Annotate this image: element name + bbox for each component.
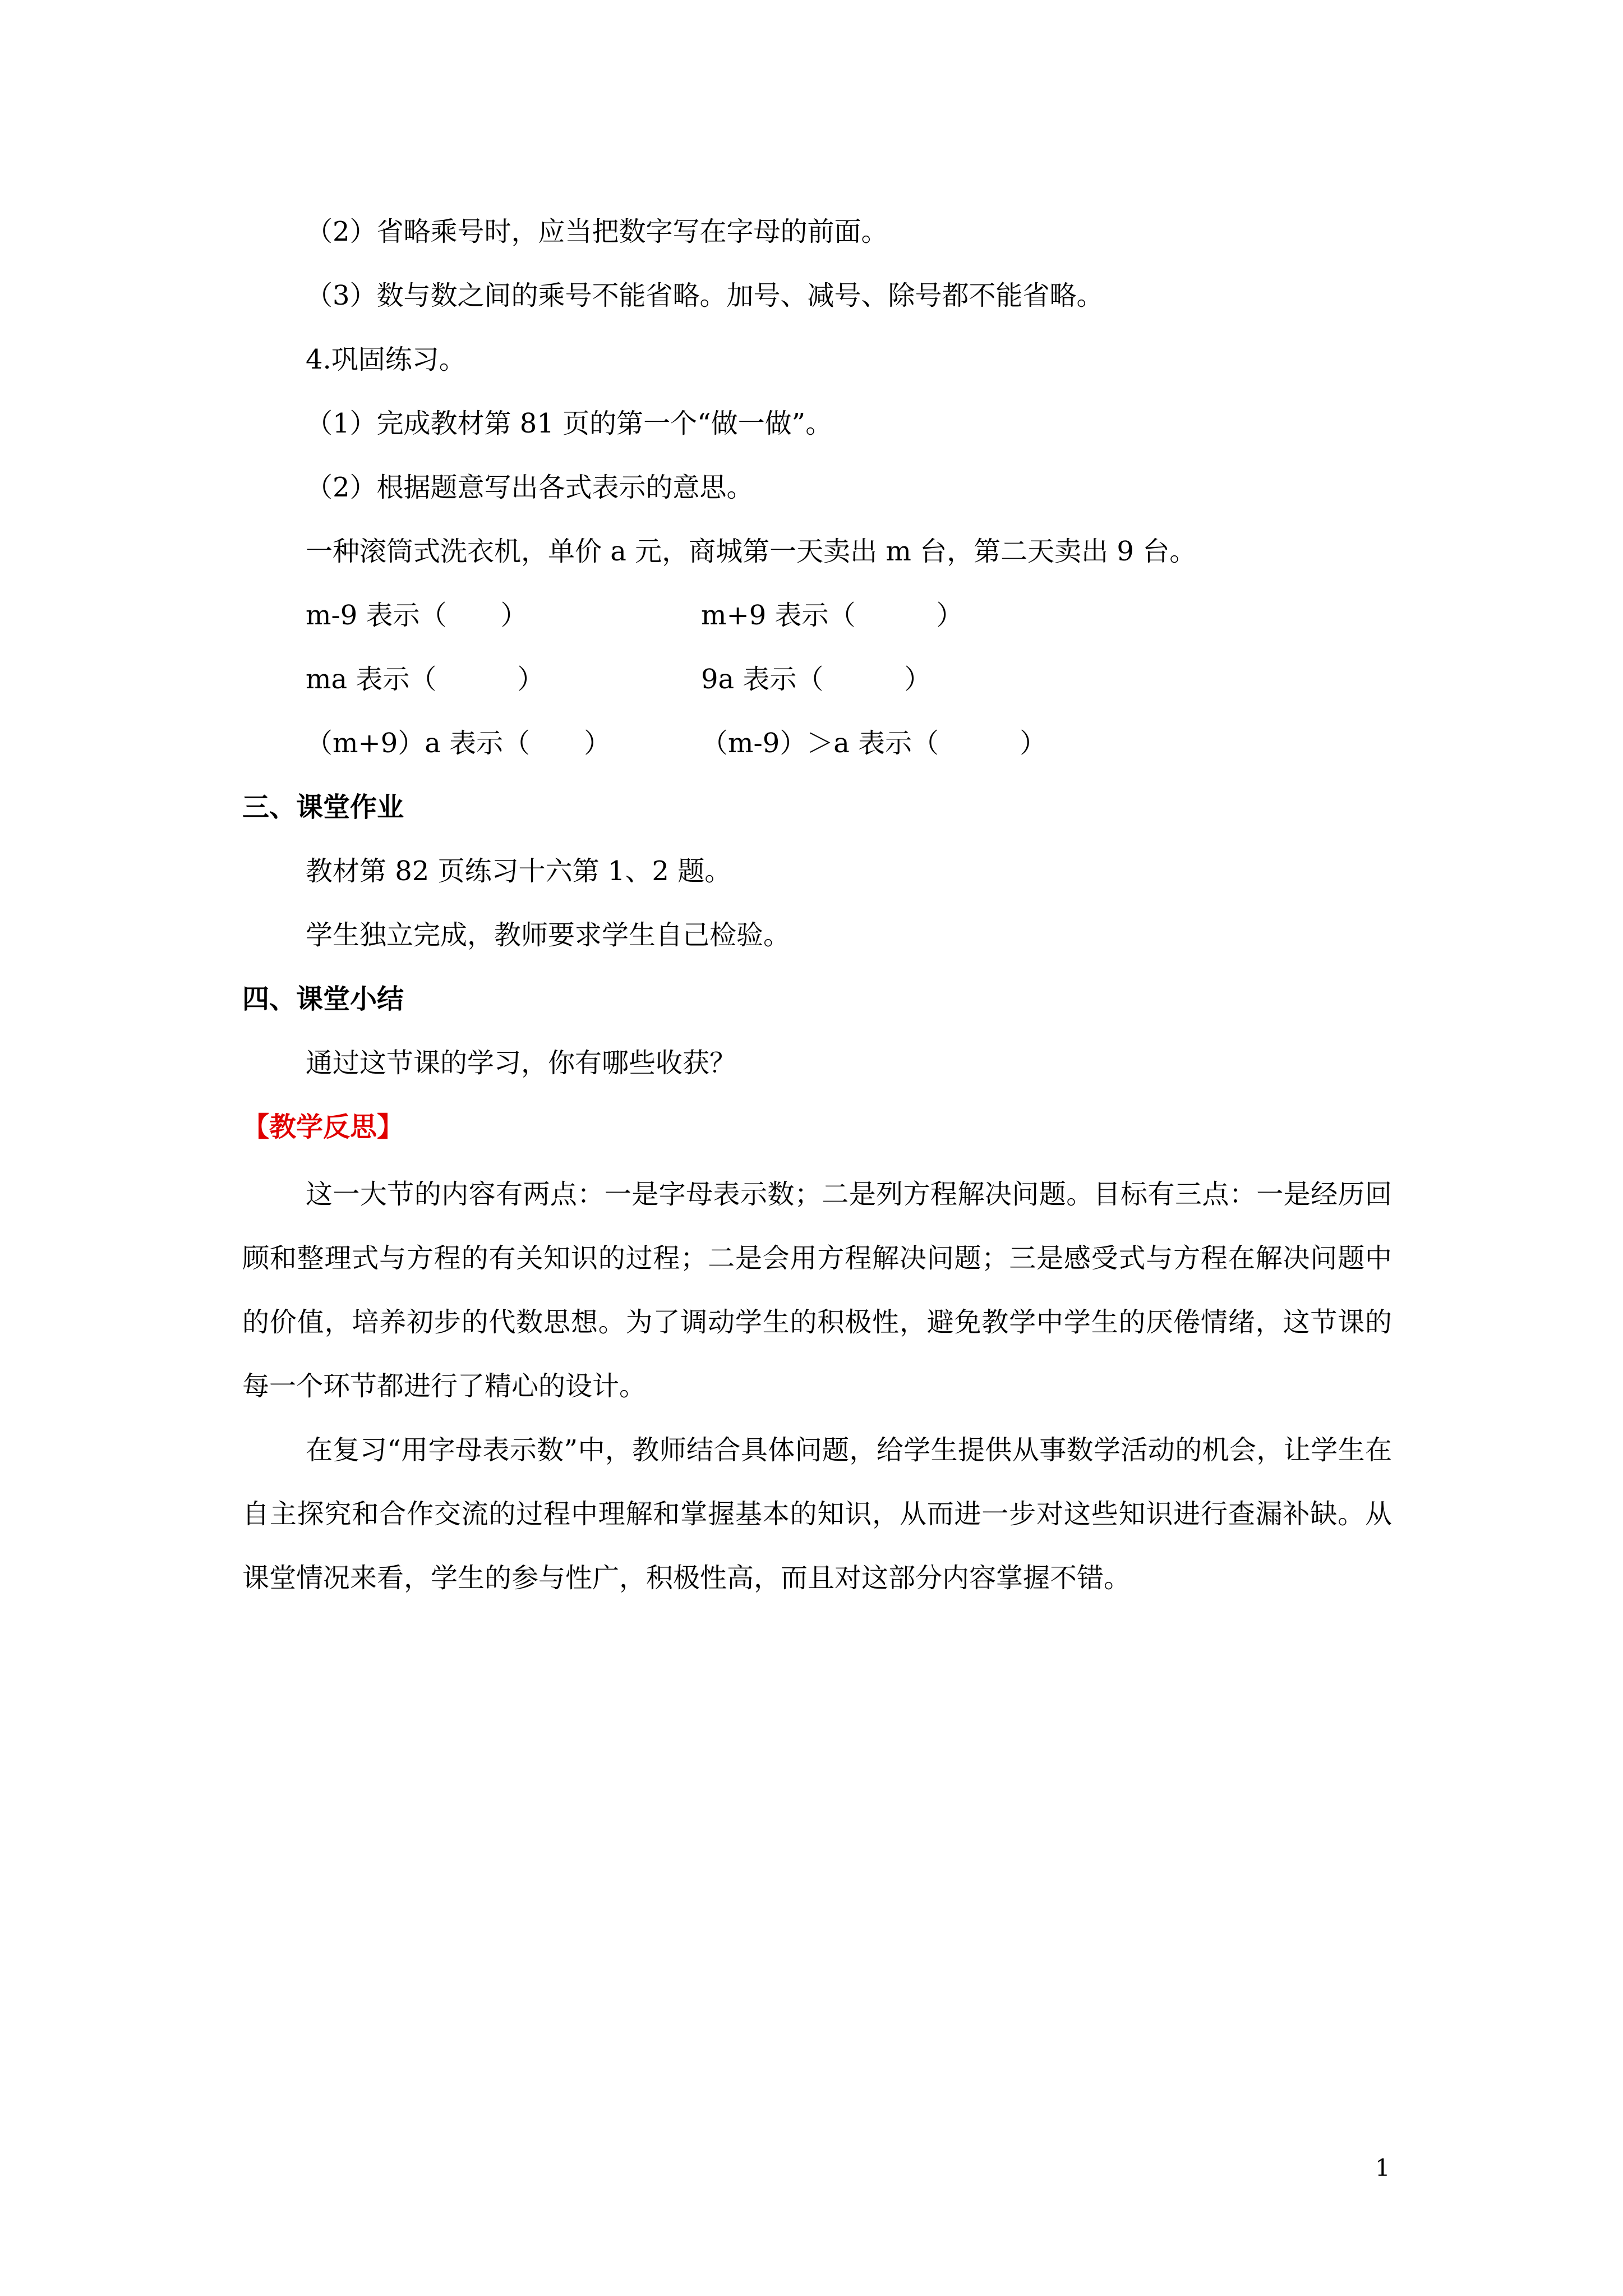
expression-m-minus-9-gt-a: （m-9）＞a 表示（ ） (701, 728, 1047, 759)
practice-item-2: （2）根据题意写出各式表示的意思。 (306, 472, 754, 503)
expression-9a: 9a 表示（ ） (701, 664, 932, 695)
problem-statement: 一种滚筒式洗衣机，单价 a 元，商城第一天卖出 m 台，第二天卖出 9 台。 (306, 536, 1197, 567)
rule-line-3: （3）数与数之间的乘号不能省略。加号、减号、除号都不能省略。 (306, 280, 1104, 311)
page-number: 1 (1375, 2154, 1390, 2182)
expression-m-minus-9: m-9 表示（ ） (306, 600, 528, 631)
rule-line-2: （2）省略乘号时，应当把数字写在字母的前面。 (306, 216, 888, 247)
homework-line-2: 学生独立完成，教师要求学生自己检验。 (306, 919, 791, 951)
reflection-paragraph-2: 在复习“用字母表示数”中，教师结合具体问题，给学生提供从事数学活动的机会，让学生在自主探究和合作交流的过程中理解和掌握基本的知识，从而进一步对这些知识进行查漏补缺。从课堂情况来看，学生的参与性广，积极性高，而且对这部分内容掌握不错。 (242, 1434, 1392, 1594)
section-heading-summary: 四、课堂小结 (242, 983, 404, 1015)
reflection-paragraph-1: 这一大节的内容有两点：一是字母表示数；二是列方程解决问题。目标有三点：一是经历回顾和整理式与方程的有关知识的过程；二是会用方程解决问题；三是感受式与方程在解决问题中的价值，培养初步的代数思想。为了调动学生的积极性，避免教学中学生的厌倦情绪，这节课的每一个环节都进行了精心的设计。 (242, 1179, 1392, 1402)
expression-m-plus-9-times-a: （m+9）a 表示（ ） (306, 728, 611, 759)
expression-ma: ma 表示（ ） (306, 664, 545, 695)
summary-line-1: 通过这节课的学习，你有哪些收获？ (306, 1047, 737, 1079)
expression-m-plus-9: m+9 表示（ ） (701, 600, 963, 631)
section-heading-homework: 三、课堂作业 (242, 792, 404, 823)
homework-line-1: 教材第 82 页练习十六第 1、2 题。 (306, 855, 732, 887)
practice-heading: 4.巩固练习。 (306, 344, 466, 375)
reflection-heading: 【教学反思】 (242, 1111, 404, 1143)
practice-item-1: （1）完成教材第 81 页的第一个“做一做”。 (306, 408, 833, 439)
